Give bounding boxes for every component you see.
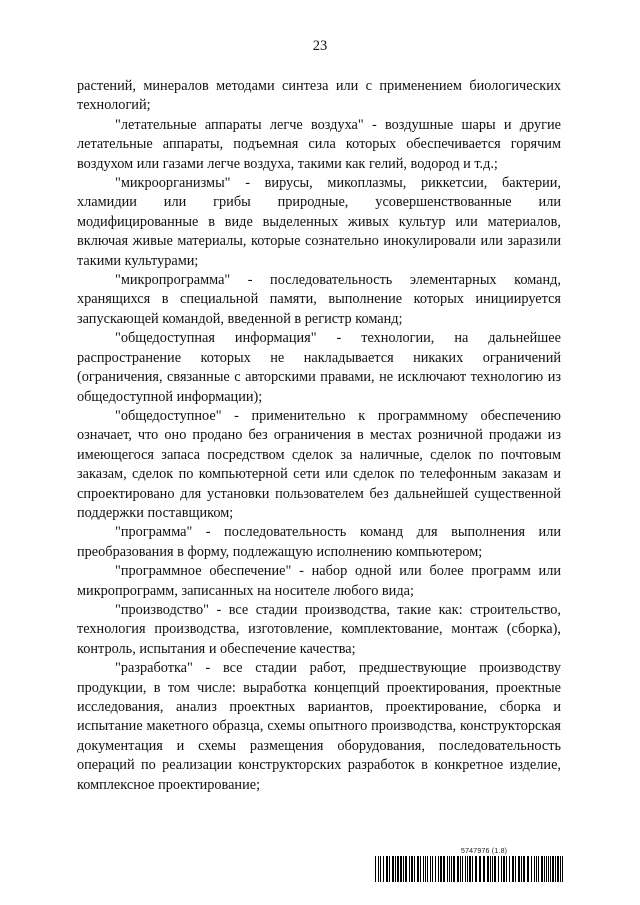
definition-public-domain-information: "общедоступная информация" - технологии, на дальнейшее распространение которых не накладывается никаких ограничений (ограничения, связанные с авторскими правами, не исключают технологию из общедоступной информации); [77,330,561,405]
definition-lighter-than-air-vehicles: "летательные аппараты легче воздуха" - воздушные шары и другие летательные аппараты, подъемная сила которых обеспечивается горячим воздухом или газами легче воздуха, такими как гелий, водород и т.д.; [77,116,561,172]
document-body [77,77,561,795]
definition-development: "разработка" - все стадии работ, предшествующие производству продукции, в том числе: выработка концепций проектирования, проектные исследования, анализ проектных вариантов, проектирование, сборка и испытание макетного образца, схемы опытного производства, конструкторская документация и схемы размещения оборудования, последовательность операций по реализации конструкторских разработок в конкретное изделие, комплексное проектирование; [77,660,561,793]
definition-microorganisms: "микроорганизмы" - вирусы, микоплазмы, риккетсии, бактерии, хламидии или грибы природные, усовершенствованные или модифицированные в виде выделенных живых культур или материалов, включая живые материалы, которые сознательно инокулировали или заразили такими культурами; [77,175,561,269]
paragraph-continuation: растений, минералов методами синтеза или с применением биологических технологий; [77,78,561,114]
definition-program: "программа" - последовательность команд для выполнения или преобразования в форму, подлежащую исполнению компьютером; [77,524,561,560]
page-number: 23 [312,38,328,54]
definition-generally-available: "общедоступное" - применительно к программному обеспечению означает, что оно продано без ограничения в местах розничной продажи из имеющегося запаса посредством сделок за наличные, сделок по почтовым заказам, сделок по компьютерной сети или сделок по телефонным заказам и спроектировано для установки пользователем без дальнейшей существенной поддержки поставщиком; [77,407,561,521]
barcode-image [375,856,565,882]
definition-production: "производство" - все стадии производства, такие как: строительство, технология производства, изготовление, комплектование, монтаж (сборка), контроль, испытания и обеспечение качества; [77,601,561,657]
definition-software: "программное обеспечение" - набор одной или более программ или микропрограмм, записанных на носителе любого вида; [77,563,561,599]
document-code: 5747976 (1.8) [461,848,508,855]
definition-microprogram: "микропрограмма" - последовательность элементарных команд, хранящихся в специальной памяти, выполнение которых инициируется запускающей командой, введенной в регистр команд; [77,272,561,327]
